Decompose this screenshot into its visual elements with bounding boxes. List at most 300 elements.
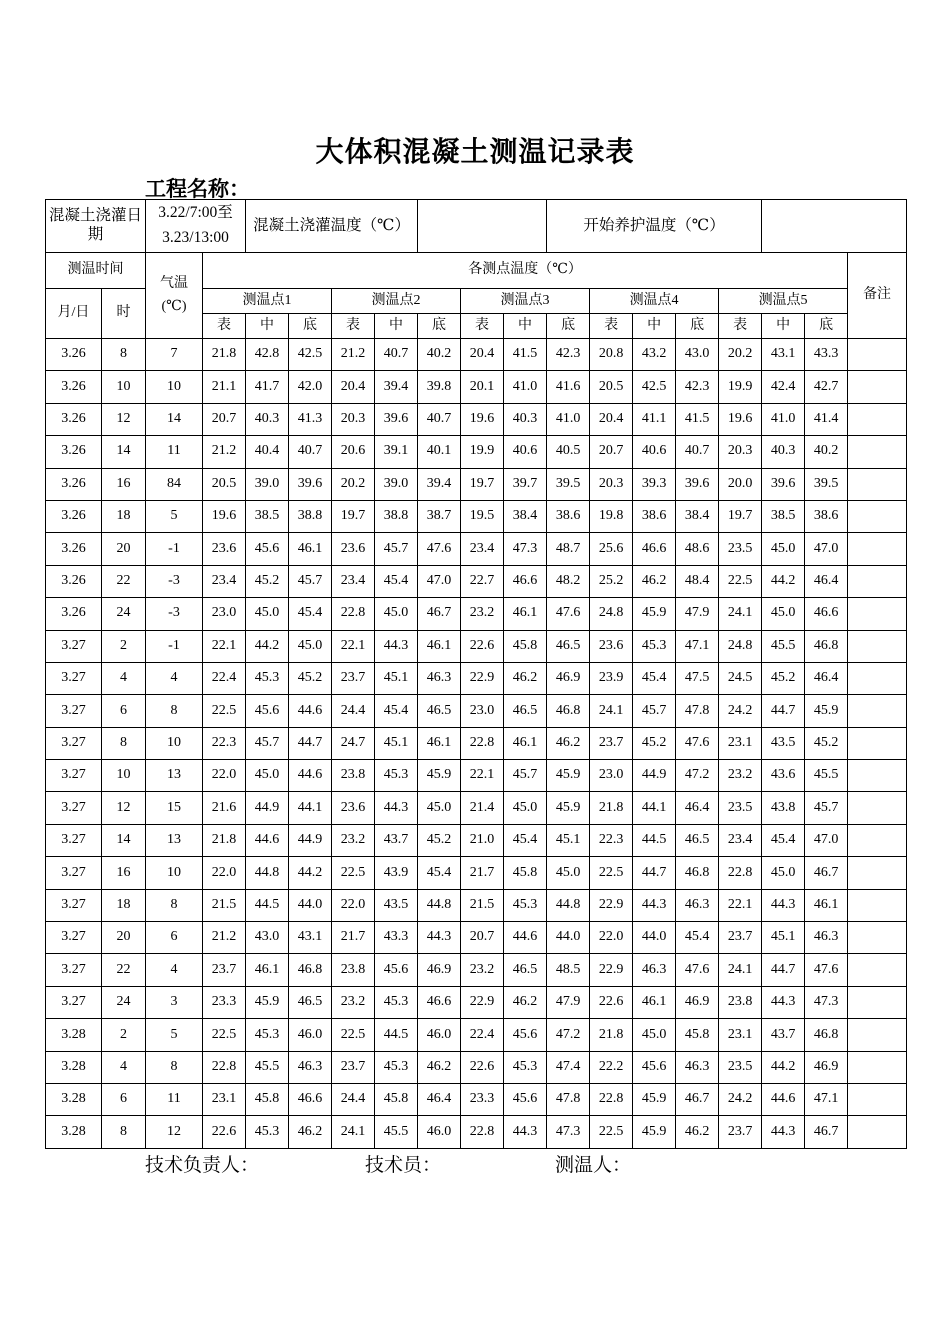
temperature-cell: 45.6 [504, 1019, 547, 1051]
temperature-cell: 40.7 [676, 436, 719, 468]
temperature-cell: 19.6 [461, 403, 504, 435]
temperature-cell: 42.8 [246, 339, 289, 371]
temperature-cell: 40.7 [375, 339, 418, 371]
temperature-cell: 45.6 [504, 1083, 547, 1115]
temperature-cell: 45.3 [246, 662, 289, 694]
sub-header-bottom: 底 [676, 314, 719, 339]
temperature-cell: 44.2 [246, 630, 289, 662]
temperature-cell: 46.1 [418, 727, 461, 759]
temperature-record-table [45, 199, 907, 1149]
temperature-cell: 48.5 [547, 954, 590, 986]
hour-cell: 2 [102, 1019, 146, 1051]
temperature-cell: 45.4 [418, 857, 461, 889]
table-row [46, 824, 907, 856]
temperature-cell: 46.9 [547, 662, 590, 694]
temperature-cell: 21.5 [461, 889, 504, 921]
temperature-cell: 19.6 [203, 500, 246, 532]
temperature-cell: 44.9 [246, 792, 289, 824]
temperature-cell: 45.9 [633, 598, 676, 630]
temperature-cell: 20.6 [332, 436, 375, 468]
temperature-cell: 45.0 [504, 792, 547, 824]
temperature-cell: 19.9 [719, 371, 762, 403]
date-cell: 3.27 [46, 922, 102, 954]
date-cell: 3.27 [46, 954, 102, 986]
temperature-cell: 45.0 [375, 598, 418, 630]
temperature-cell: 22.8 [203, 1051, 246, 1083]
temperature-cell: 24.8 [590, 598, 633, 630]
temperature-cell: 46.3 [676, 1051, 719, 1083]
remark-cell [848, 727, 907, 759]
air-temp-cell: -1 [146, 533, 203, 565]
temperature-cell: 45.9 [633, 1083, 676, 1115]
temperature-cell: 46.4 [805, 662, 848, 694]
temperature-cell: 46.7 [676, 1083, 719, 1115]
temperature-cell: 43.9 [375, 857, 418, 889]
temperature-cell: 46.6 [418, 986, 461, 1018]
temperature-cell: 45.7 [805, 792, 848, 824]
temperature-cell: 24.7 [332, 727, 375, 759]
temperature-cell: 47.6 [676, 727, 719, 759]
temperature-cell: 44.3 [762, 889, 805, 921]
temperature-cell: 22.0 [203, 760, 246, 792]
temperature-cell: 23.8 [332, 954, 375, 986]
temperature-cell: 45.4 [504, 824, 547, 856]
temperature-cell: 46.2 [547, 727, 590, 759]
air-temp-cell: 14 [146, 403, 203, 435]
temperature-cell: 45.2 [289, 662, 332, 694]
temperature-cell: 47.4 [547, 1051, 590, 1083]
date-cell: 3.28 [46, 1051, 102, 1083]
remark-cell [848, 922, 907, 954]
temperature-cell: 24.2 [719, 695, 762, 727]
date-cell: 3.26 [46, 598, 102, 630]
temperature-cell: 43.5 [375, 889, 418, 921]
temperature-cell: 22.3 [590, 824, 633, 856]
temperature-cell: 46.5 [504, 695, 547, 727]
temperature-cell: 46.2 [504, 662, 547, 694]
remark-cell [848, 1019, 907, 1051]
table-row [46, 760, 907, 792]
sub-header-middle: 中 [246, 314, 289, 339]
table-row [46, 792, 907, 824]
temperature-cell: 23.6 [332, 533, 375, 565]
temperature-cell: 46.0 [289, 1019, 332, 1051]
temperature-cell: 20.5 [203, 468, 246, 500]
temperature-cell: 45.0 [762, 857, 805, 889]
remark-cell [848, 1083, 907, 1115]
sub-header-bottom: 底 [418, 314, 461, 339]
temperature-cell: 44.7 [289, 727, 332, 759]
remark-cell [848, 630, 907, 662]
temperature-cell: 20.7 [203, 403, 246, 435]
temperature-cell: 38.4 [504, 500, 547, 532]
hour-cell: 14 [102, 824, 146, 856]
temperature-cell: 45.3 [504, 1051, 547, 1083]
table-row [46, 922, 907, 954]
temperature-cell: 23.2 [332, 824, 375, 856]
temperature-cell: 21.8 [203, 824, 246, 856]
temperature-cell: 22.9 [590, 889, 633, 921]
temperature-cell: 21.7 [332, 922, 375, 954]
temperature-cell: 24.2 [719, 1083, 762, 1115]
temperature-cell: 45.7 [375, 533, 418, 565]
temperature-cell: 46.7 [418, 598, 461, 630]
temperature-cell: 23.2 [461, 598, 504, 630]
temperature-cell: 44.6 [504, 922, 547, 954]
temperature-cell: 38.7 [418, 500, 461, 532]
temperature-cell: 45.9 [633, 1116, 676, 1148]
temperature-cell: 24.1 [332, 1116, 375, 1148]
date-cell: 3.27 [46, 792, 102, 824]
point-header: 测温点5 [719, 289, 848, 314]
temperature-cell: 46.8 [805, 1019, 848, 1051]
temperature-cell: 47.9 [547, 986, 590, 1018]
temperature-cell: 46.6 [805, 598, 848, 630]
pour-date-start: 3.22/7:00至 [158, 204, 233, 222]
temperature-cell: 44.6 [289, 760, 332, 792]
temperature-cell: 45.4 [676, 922, 719, 954]
date-cell: 3.26 [46, 371, 102, 403]
air-temp-cell: 13 [146, 760, 203, 792]
header-row-1 [46, 253, 907, 289]
remark-cell [848, 500, 907, 532]
hour-cell: 16 [102, 468, 146, 500]
temperature-cell: 46.5 [418, 695, 461, 727]
air-temp-cell: 84 [146, 468, 203, 500]
temperature-cell: 23.7 [332, 1051, 375, 1083]
temperature-cell: 23.4 [719, 824, 762, 856]
remark-cell [848, 986, 907, 1018]
temperature-cell: 22.7 [461, 565, 504, 597]
temperature-cell: 46.2 [504, 986, 547, 1018]
hour-cell: 12 [102, 403, 146, 435]
temperature-cell: 23.8 [719, 986, 762, 1018]
temperature-cell: 47.0 [805, 533, 848, 565]
temperature-cell: 45.8 [504, 857, 547, 889]
temperature-cell: 46.0 [418, 1116, 461, 1148]
temperature-cell: 39.7 [504, 468, 547, 500]
temperature-cell: 45.1 [375, 727, 418, 759]
temperature-cell: 44.6 [289, 695, 332, 727]
temperature-cell: 22.8 [461, 727, 504, 759]
air-temp-cell: 10 [146, 857, 203, 889]
hour-cell: 4 [102, 1051, 146, 1083]
date-cell: 3.28 [46, 1116, 102, 1148]
temperature-cell: 46.3 [633, 954, 676, 986]
date-cell: 3.26 [46, 500, 102, 532]
sub-header-middle: 中 [633, 314, 676, 339]
point-header: 测温点3 [461, 289, 590, 314]
date-cell: 3.28 [46, 1019, 102, 1051]
hour-cell: 22 [102, 565, 146, 597]
hour-cell: 12 [102, 792, 146, 824]
temperature-cell: 44.0 [289, 889, 332, 921]
temperature-cell: 25.6 [590, 533, 633, 565]
air-temp-cell: 15 [146, 792, 203, 824]
temperature-cell: 23.6 [590, 630, 633, 662]
temperature-cell: 46.1 [246, 954, 289, 986]
temperature-cell: 47.9 [676, 598, 719, 630]
temperature-cell: 39.5 [547, 468, 590, 500]
temperature-cell: 44.3 [418, 922, 461, 954]
cure-temp-label: 开始养护温度（℃） [547, 200, 762, 253]
remark-cell [848, 468, 907, 500]
air-temp-cell: 3 [146, 986, 203, 1018]
temperature-cell: 45.8 [246, 1083, 289, 1115]
temperature-cell: 45.2 [246, 565, 289, 597]
temperature-cell: 23.7 [590, 727, 633, 759]
temperature-cell: 42.4 [762, 371, 805, 403]
temperature-cell: 22.6 [461, 1051, 504, 1083]
temperature-cell: 47.3 [504, 533, 547, 565]
temperature-cell: 23.5 [719, 533, 762, 565]
technician-signature-label: 技术员： [365, 1155, 442, 1176]
pour-date-value [146, 200, 246, 253]
temperature-cell: 46.3 [676, 889, 719, 921]
temperature-cell: 40.1 [418, 436, 461, 468]
temperature-cell: 22.0 [203, 857, 246, 889]
air-temp-cell: 11 [146, 1083, 203, 1115]
hour-cell: 4 [102, 662, 146, 694]
air-temp-cell: -3 [146, 565, 203, 597]
temperature-cell: 45.5 [805, 760, 848, 792]
temperature-cell: 22.5 [590, 1116, 633, 1148]
temperature-cell: 20.3 [719, 436, 762, 468]
temperature-cell: 22.3 [203, 727, 246, 759]
air-temp-cell: 8 [146, 889, 203, 921]
temperature-cell: 46.6 [289, 1083, 332, 1115]
hour-cell: 6 [102, 695, 146, 727]
project-name-label: 工程名称： [145, 177, 250, 201]
temperature-cell: 44.8 [547, 889, 590, 921]
temperature-cell: 40.6 [633, 436, 676, 468]
temperature-cell: 39.3 [633, 468, 676, 500]
temperature-cell: 46.7 [805, 1116, 848, 1148]
pour-date-label: 混凝土浇灌日期 [46, 200, 146, 253]
temperature-cell: 20.2 [719, 339, 762, 371]
temperature-cell: 38.6 [805, 500, 848, 532]
temperature-cell: 46.4 [676, 792, 719, 824]
table-row [46, 630, 907, 662]
temperature-cell: 45.8 [504, 630, 547, 662]
temperature-cell: 44.1 [289, 792, 332, 824]
temperature-cell: 19.7 [332, 500, 375, 532]
temperature-cell: 41.3 [289, 403, 332, 435]
sub-header-bottom: 底 [805, 314, 848, 339]
temperature-cell: 45.4 [289, 598, 332, 630]
temperature-cell: 23.6 [203, 533, 246, 565]
temperature-cell: 43.1 [762, 339, 805, 371]
temperature-cell: 38.6 [633, 500, 676, 532]
temperature-cell: 22.2 [590, 1051, 633, 1083]
temperature-cell: 46.3 [805, 922, 848, 954]
temperature-cell: 46.5 [676, 824, 719, 856]
table-row [46, 598, 907, 630]
temperature-cell: 46.4 [805, 565, 848, 597]
temperature-cell: 44.8 [246, 857, 289, 889]
temperature-cell: 24.1 [719, 954, 762, 986]
air-temp-cell: 10 [146, 371, 203, 403]
temperature-cell: 45.3 [375, 986, 418, 1018]
table-row [46, 857, 907, 889]
temperature-cell: 45.2 [633, 727, 676, 759]
temperature-cell: 44.9 [289, 824, 332, 856]
month-day-header: 月/日 [46, 289, 102, 339]
pour-date-end: 3.23/13:00 [162, 229, 229, 246]
temperature-cell: 39.0 [375, 468, 418, 500]
temperature-cell: 45.2 [762, 662, 805, 694]
temperature-cell: 20.4 [461, 339, 504, 371]
table-row [46, 565, 907, 597]
temperature-cell: 44.5 [633, 824, 676, 856]
temperature-cell: 44.9 [633, 760, 676, 792]
temperature-cell: 46.8 [547, 695, 590, 727]
temperature-cell: 46.9 [418, 954, 461, 986]
temperature-cell: 47.8 [676, 695, 719, 727]
temperature-cell: 45.3 [375, 760, 418, 792]
temperature-cell: 46.2 [676, 1116, 719, 1148]
temperature-cell: 22.5 [719, 565, 762, 597]
table-row [46, 1116, 907, 1148]
sub-header-surface: 表 [203, 314, 246, 339]
temperature-cell: 46.6 [504, 565, 547, 597]
temperature-cell: 40.6 [504, 436, 547, 468]
temperature-cell: 39.6 [375, 403, 418, 435]
temperature-cell: 22.1 [719, 889, 762, 921]
temperature-cell: 46.8 [676, 857, 719, 889]
temperature-cell: 46.1 [418, 630, 461, 662]
air-temp-cell: 4 [146, 662, 203, 694]
temperature-cell: 44.6 [246, 824, 289, 856]
temperature-cell: 20.3 [590, 468, 633, 500]
cure-temp-value [762, 200, 907, 253]
temperature-cell: 43.0 [676, 339, 719, 371]
temperature-cell: 22.9 [461, 662, 504, 694]
table-row [46, 436, 907, 468]
temperature-cell: 47.6 [805, 954, 848, 986]
temperature-cell: 22.9 [461, 986, 504, 1018]
temperature-cell: 46.0 [418, 1019, 461, 1051]
temperature-cell: 22.5 [332, 1019, 375, 1051]
temperature-cell: 38.5 [246, 500, 289, 532]
temperature-cell: 40.3 [504, 403, 547, 435]
temperature-cell: 23.7 [719, 1116, 762, 1148]
date-cell: 3.26 [46, 403, 102, 435]
temperature-cell: 24.5 [719, 662, 762, 694]
date-cell: 3.26 [46, 565, 102, 597]
temperature-cell: 41.0 [547, 403, 590, 435]
temperature-cell: 44.3 [762, 986, 805, 1018]
temperature-cell: 45.0 [762, 598, 805, 630]
temperature-cell: 45.4 [633, 662, 676, 694]
temperature-cell: 21.1 [203, 371, 246, 403]
table-row [46, 468, 907, 500]
temperature-cell: 43.7 [375, 824, 418, 856]
temperature-cell: 20.5 [590, 371, 633, 403]
temperature-cell: 45.0 [547, 857, 590, 889]
air-temp-cell: 10 [146, 727, 203, 759]
temperature-cell: 42.5 [633, 371, 676, 403]
air-temp-cell: 8 [146, 1051, 203, 1083]
temperature-cell: 23.7 [203, 954, 246, 986]
temperature-cell: 22.1 [461, 760, 504, 792]
date-cell: 3.27 [46, 986, 102, 1018]
temperature-cell: 23.2 [461, 954, 504, 986]
temperature-cell: 22.8 [461, 1116, 504, 1148]
temperature-cell: 22.9 [590, 954, 633, 986]
temperature-cell: 38.8 [375, 500, 418, 532]
temperature-cell: 24.1 [719, 598, 762, 630]
temperature-cell: 45.4 [375, 695, 418, 727]
temperature-cell: 40.7 [289, 436, 332, 468]
air-temp-cell: 6 [146, 922, 203, 954]
temperature-cell: 20.7 [590, 436, 633, 468]
temperature-cell: 39.8 [418, 371, 461, 403]
temperature-cell: 23.1 [203, 1083, 246, 1115]
temperature-cell: 44.7 [762, 695, 805, 727]
temperature-cell: 46.5 [289, 986, 332, 1018]
temperature-cell: 38.8 [289, 500, 332, 532]
temperature-cell: 21.8 [203, 339, 246, 371]
temperature-cell: 22.4 [461, 1019, 504, 1051]
air-temp-cell: 12 [146, 1116, 203, 1148]
temperature-cell: 45.7 [504, 760, 547, 792]
temperature-cell: 45.8 [375, 1083, 418, 1115]
temperature-cell: 41.0 [762, 403, 805, 435]
temperature-cell: 43.3 [375, 922, 418, 954]
temperature-cell: 19.7 [719, 500, 762, 532]
sub-header-surface: 表 [590, 314, 633, 339]
temperature-cell: 45.0 [633, 1019, 676, 1051]
temperature-cell: 42.3 [676, 371, 719, 403]
temperature-cell: 41.1 [633, 403, 676, 435]
remark-cell [848, 792, 907, 824]
date-cell: 3.28 [46, 1083, 102, 1115]
temperature-cell: 24.4 [332, 1083, 375, 1115]
hour-header: 时 [102, 289, 146, 339]
temperature-cell: 20.2 [332, 468, 375, 500]
temperature-cell: 48.6 [676, 533, 719, 565]
points-header: 各测点温度（℃） [203, 253, 848, 289]
temperature-cell: 47.1 [676, 630, 719, 662]
temperature-cell: 44.0 [633, 922, 676, 954]
temperature-cell: 47.0 [418, 565, 461, 597]
temperature-cell: 21.0 [461, 824, 504, 856]
temperature-cell: 46.1 [289, 533, 332, 565]
temperature-cell: 19.5 [461, 500, 504, 532]
temperature-cell: 42.7 [805, 371, 848, 403]
temperature-cell: 23.3 [203, 986, 246, 1018]
temperature-cell: 45.7 [633, 695, 676, 727]
temperature-cell: 41.4 [805, 403, 848, 435]
temperature-cell: 47.8 [547, 1083, 590, 1115]
air-temp-unit: (℃) [161, 298, 187, 314]
temperature-cell: 39.6 [762, 468, 805, 500]
pour-temp-label: 混凝土浇灌温度（℃） [246, 200, 418, 253]
air-temp-cell: 4 [146, 954, 203, 986]
temperature-cell: 45.3 [246, 1116, 289, 1148]
point-header: 测温点2 [332, 289, 461, 314]
temperature-cell: 21.2 [203, 436, 246, 468]
temperature-cell: 44.2 [289, 857, 332, 889]
hour-cell: 18 [102, 889, 146, 921]
temperature-cell: 24.4 [332, 695, 375, 727]
date-cell: 3.27 [46, 889, 102, 921]
hour-cell: 22 [102, 954, 146, 986]
hour-cell: 8 [102, 1116, 146, 1148]
temperature-cell: 22.6 [461, 630, 504, 662]
remark-cell [848, 1051, 907, 1083]
